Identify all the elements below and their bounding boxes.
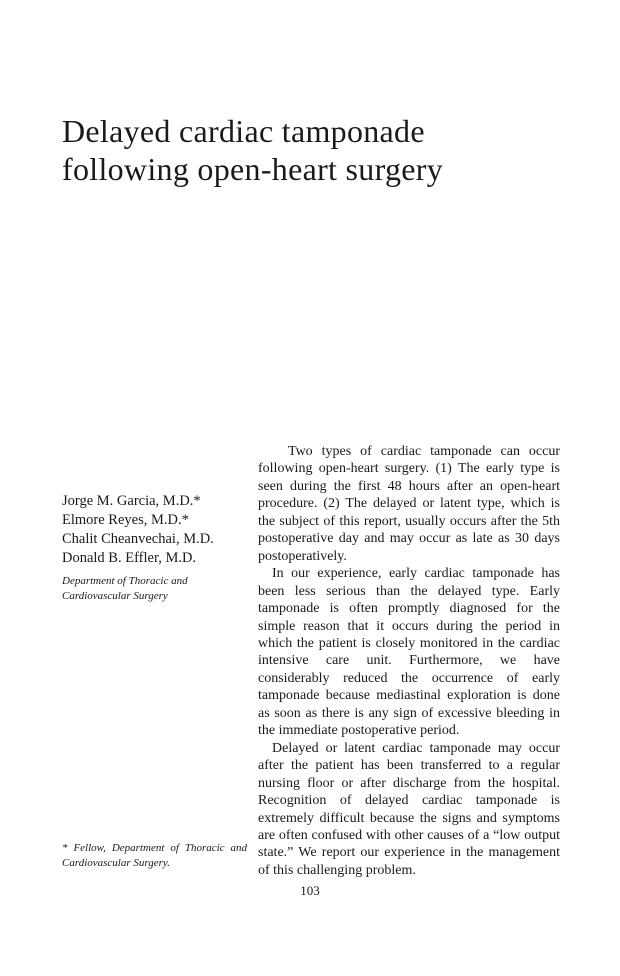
author-affiliation: Department of Thoracic and Cardiovascular Surgery — [62, 575, 188, 602]
body-paragraph: Delayed or latent cardiac tamponade may occur after the patient has been transferred to a regular nursing floor or after discharge from the hospital. Recognition of delayed cardiac tamponade is extremely difficult because the signs and symptoms are often confused with other causes of a “low output state.” We report our experience in the management of this challenging problem. — [258, 740, 560, 878]
author-footnote: * Fellow, Department of Thoracic and Cardiovascular Surgery. — [62, 842, 247, 869]
body-paragraph: Two types of cardiac tamponade can occur following open-heart surgery. (1) The early type is seen during the first 48 hours after an open-heart procedure. (2) The delayed or latent type, which is the subject of this report, usually occurs after the 5th postoperative day and may occur as late as 30 days postoperatively. — [258, 444, 560, 564]
author-name: Donald B. Effler, M.D. — [62, 550, 197, 566]
body-paragraph: In our experience, early cardiac tamponade has been less serious than the delayed type. Early tamponade is often promptly diagnosed for the simple reason that it occurs during the period in which the patient is closely monitored in the cardiac intensive care unit. Furthermore, we have considerably reduced the occurrence of early tamponade because mediastinal exploration is done as soon as there is any sign of excessive bleeding in the immediate postoperative period. — [258, 566, 560, 739]
author-name: Chalit Cheanvechai, M.D. — [62, 531, 214, 547]
author-name: Jorge M. Garcia, M.D.* — [62, 493, 201, 509]
article-title-line-2: following open-heart surgery — [62, 151, 444, 187]
article-title — [62, 112, 582, 188]
author-list — [62, 492, 262, 568]
page-number: 103 — [300, 883, 320, 898]
article-title-line-1: Delayed cardiac tamponade — [62, 113, 425, 149]
article-body — [258, 443, 560, 879]
author-name: Elmore Reyes, M.D.* — [62, 512, 189, 528]
